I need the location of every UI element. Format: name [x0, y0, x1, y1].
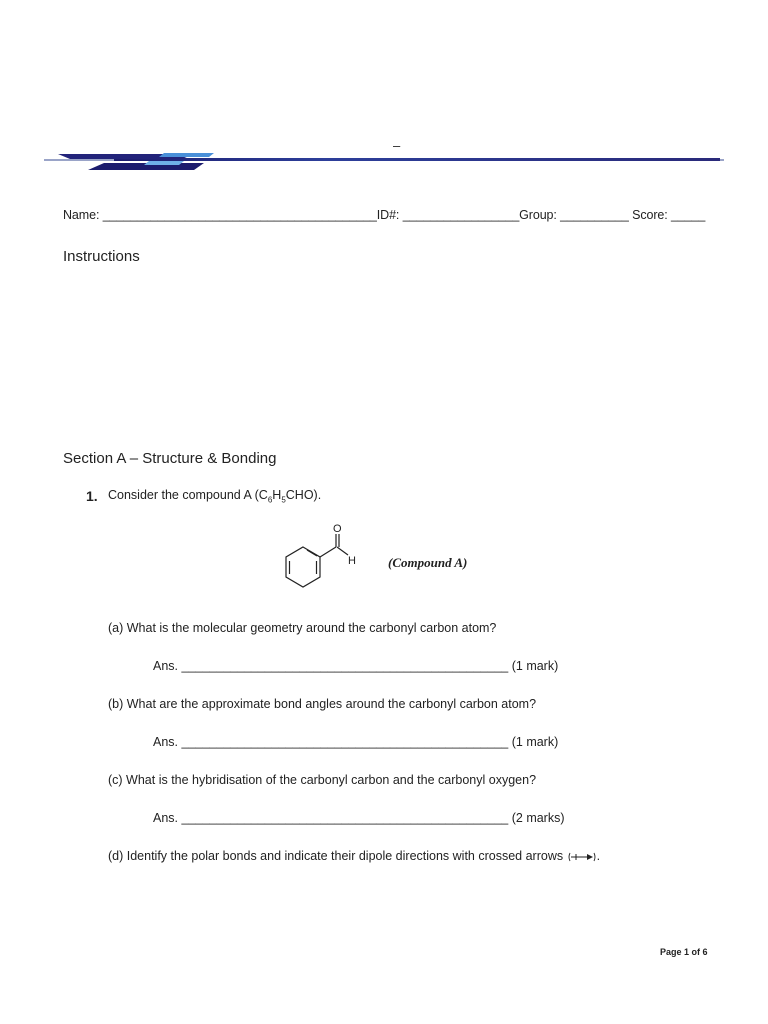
name-field[interactable]: ________________________________________	[102, 208, 377, 222]
group-label: Group:	[519, 208, 557, 222]
answer-blank[interactable]: _______________________________________________	[181, 659, 509, 673]
header-dash: –	[393, 138, 401, 153]
ans-label: Ans.	[153, 659, 179, 673]
crossed-arrow-icon	[567, 852, 597, 862]
marks-label: (1 mark)	[511, 659, 559, 673]
marks-label: (2 marks)	[511, 811, 565, 825]
compound-label: (Compound A)	[388, 555, 468, 570]
part-b-question: (b) What are the approximate bond angles around the carbonyl carbon atom?	[108, 697, 537, 711]
atom-H: H	[348, 555, 356, 567]
part-b-answer	[153, 735, 558, 749]
answer-blank[interactable]: _______________________________________________	[181, 735, 509, 749]
question-text: Consider the compound A $(C_6H_5CHO)$.	[108, 488, 322, 505]
ans-label: Ans.	[153, 811, 179, 825]
part-c-question: (c) What is the hybridisation of the carbonyl carbon and the carbonyl oxygen?	[108, 773, 537, 787]
benzaldehyde-structure	[278, 522, 398, 592]
part-d-question: (d) Identify the polar bonds and indicate their dipole directions with crossed arrows .	[108, 849, 601, 863]
name-label: Name:	[63, 208, 100, 222]
section-heading: Section A – Structure & Bonding	[63, 450, 277, 467]
instructions-heading: Instructions	[63, 248, 140, 265]
marks-label: (1 mark)	[511, 735, 559, 749]
header-banner	[44, 148, 724, 178]
ans-label: Ans.	[153, 735, 179, 749]
part-a-question: (a) What is the molecular geometry around the carbonyl carbon atom?	[108, 621, 497, 635]
page-number: Page 1 of 6	[660, 947, 708, 957]
part-c-answer	[153, 811, 565, 825]
question-number: 1.	[86, 488, 98, 504]
id-label: ID#:	[376, 208, 400, 222]
part-a-answer	[153, 659, 558, 673]
id-field[interactable]: _________________	[402, 208, 520, 222]
student-info-row	[63, 208, 705, 222]
answer-blank[interactable]: _______________________________________________	[181, 811, 509, 825]
group-field[interactable]: __________	[560, 208, 629, 222]
score-field[interactable]: _____	[670, 208, 706, 222]
atom-O: O	[333, 523, 342, 535]
score-label: Score:	[632, 208, 668, 222]
